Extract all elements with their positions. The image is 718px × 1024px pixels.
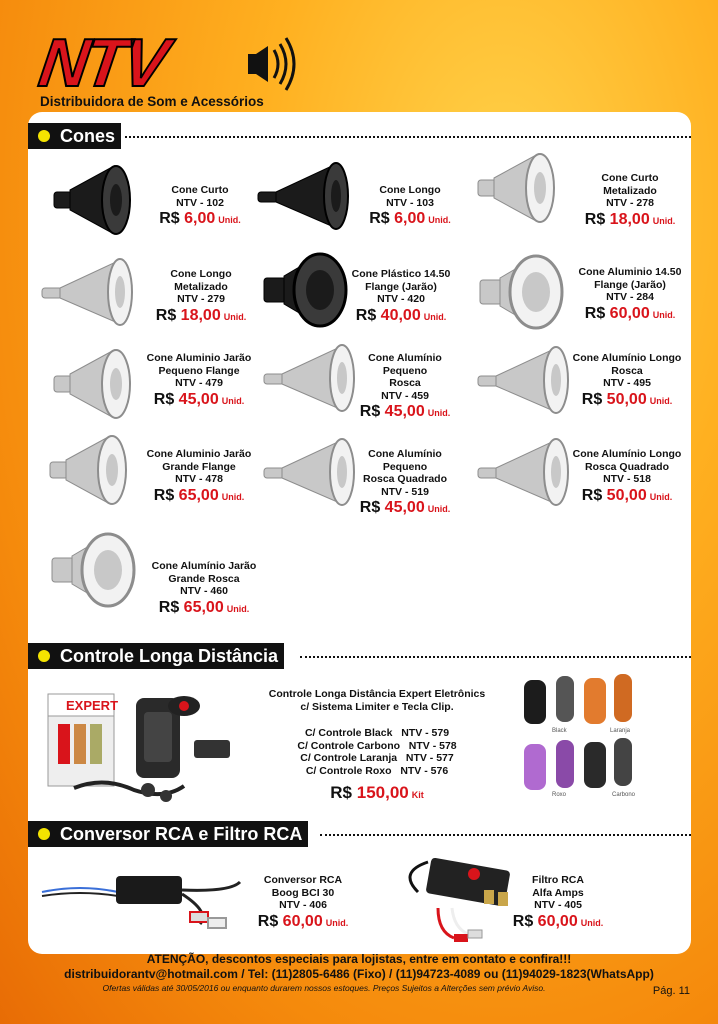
price-unit: Unid. (652, 215, 676, 226)
cone-product (346, 268, 456, 327)
product-code: NTV - 478 (175, 473, 223, 485)
section-header-controle (28, 643, 284, 669)
brand-logo (34, 25, 298, 112)
cone-product (570, 448, 684, 507)
product-price (148, 306, 254, 327)
cone-product (148, 268, 254, 327)
product-code: NTV - 284 (606, 291, 654, 303)
price-value: 150,00 (356, 783, 409, 802)
product-name: Cone Aluminio Jarão Grande Flange (146, 448, 252, 473)
cone-image (262, 250, 352, 335)
product-code: NTV - 518 (603, 473, 651, 485)
price-value: 45,00 (384, 403, 425, 420)
divider (320, 834, 691, 836)
price-currency: R$ (584, 304, 606, 322)
product-name: Cone Curto Metalizado (601, 172, 659, 197)
product-price (142, 390, 256, 411)
cone-product (142, 352, 256, 411)
product-code: NTV - 420 (377, 293, 425, 305)
conversor-image (40, 862, 250, 932)
product-price (570, 390, 684, 411)
cone-image (476, 340, 576, 425)
product-price (348, 402, 462, 423)
remote-label: Black (552, 728, 567, 734)
cone-image (52, 344, 142, 429)
product-code: NTV - 406 (279, 899, 327, 911)
price-currency: R$ (158, 598, 180, 616)
price-value: 40,00 (380, 306, 421, 324)
price-currency: R$ (581, 390, 603, 408)
conversor-product (506, 874, 610, 933)
product-price (252, 912, 354, 933)
price-unit: Unid. (218, 215, 241, 225)
section-title: Cones (60, 126, 116, 146)
cone-product (348, 448, 462, 519)
product-code: NTV - 279 (177, 293, 225, 305)
bullet-icon (38, 130, 50, 142)
cone-image (50, 530, 140, 615)
remotes-image (518, 670, 643, 800)
price-value: 60,00 (537, 912, 578, 930)
product-code: NTV - 278 (606, 197, 654, 209)
cone-product (582, 172, 678, 231)
product-name: Cone Alumínio Jarão Grande Rosca (151, 560, 257, 585)
price-value: 60,00 (609, 304, 650, 322)
price-value: 18,00 (180, 306, 221, 324)
cone-image (478, 252, 568, 337)
price-currency: R$ (153, 390, 175, 408)
price-currency: R$ (257, 912, 279, 930)
page-number: Pág. 11 (652, 985, 690, 997)
divider (125, 136, 691, 138)
product-code: NTV - 102 (176, 196, 224, 209)
price-currency: R$ (355, 306, 377, 324)
price-unit: Unid. (427, 408, 451, 418)
price-currency: R$ (512, 912, 534, 930)
remote-label: Laranja (610, 728, 631, 734)
cone-image (262, 432, 362, 517)
product-name: Cone Aluminio 14.50 Flange (Jarão) (578, 266, 682, 291)
price-unit: Unid. (226, 603, 250, 614)
price-currency: R$ (584, 210, 606, 228)
price-currency: R$ (153, 486, 175, 504)
price-value: 6,00 (184, 210, 216, 227)
cone-product (348, 352, 462, 423)
section-title: Controle Longa Distância (60, 646, 279, 666)
controle-option: C/ Controle Carbono NTV - 578 (297, 739, 457, 752)
product-name: Cone Alumínio Longo Rosca (572, 352, 682, 377)
controle-option: C/ Controle Black NTV - 579 (304, 727, 450, 739)
product-code: NTV - 495 (603, 377, 651, 389)
cone-product (142, 448, 256, 507)
cone-product (150, 184, 250, 230)
cone-image (476, 148, 566, 233)
controle-title: Controle Longa Distância Expert Eletrônics c/ Sistema Limiter e Tecla Clip. (268, 688, 486, 713)
price-currency: R$ (330, 783, 352, 802)
product-name: Cone Curto (171, 184, 229, 196)
price-value: 65,00 (178, 486, 219, 504)
product-code: NTV - 479 (175, 377, 223, 389)
product-code: NTV - 405 (534, 899, 582, 911)
price-value: 50,00 (606, 486, 647, 504)
price-unit: Unid. (221, 491, 245, 502)
product-name: Cone Plástico 14.50 Flange (Jarão) (351, 268, 451, 293)
brand-tagline: Distribuidora de Som e Acessórios (40, 94, 264, 109)
remote-label: Carbono (612, 792, 636, 798)
product-code: NTV - 103 (386, 196, 434, 209)
remote-label: Roxo (552, 792, 567, 798)
price-currency: R$ (359, 403, 381, 420)
cone-image (48, 430, 138, 515)
price-value: 45,00 (178, 390, 219, 408)
price-currency: R$ (581, 486, 603, 504)
speaker-icon (228, 32, 298, 92)
price-unit: Unid. (223, 311, 247, 322)
product-price (146, 598, 262, 619)
price-value: 18,00 (609, 210, 650, 228)
section-header-conversor (28, 821, 308, 847)
product-name: Cone Aluminio Jarão Pequeno Flange (146, 352, 252, 377)
cone-product (574, 266, 686, 325)
product-name: Cone Alumínio Pequeno Rosca Quadrado (362, 448, 448, 485)
product-code: NTV - 460 (180, 585, 228, 597)
price-value: 6,00 (394, 210, 426, 227)
product-name: Cone Longo Metalizado (170, 268, 232, 293)
price-unit: Unid. (649, 491, 673, 502)
controle-kit-image (44, 676, 254, 806)
cone-image (52, 160, 142, 245)
price-value: 45,00 (384, 499, 425, 516)
bullet-icon (38, 828, 50, 840)
conversor-product (252, 874, 354, 933)
price-unit: Unid. (652, 309, 676, 320)
section-header-cones (28, 123, 121, 149)
product-price (574, 304, 686, 325)
price-value: 60,00 (282, 912, 323, 930)
controle-price (262, 783, 492, 805)
brand-name: NTV (34, 25, 170, 101)
product-price (150, 209, 250, 230)
product-price (142, 486, 256, 507)
controle-option: C/ Controle Laranja NTV - 577 (300, 752, 454, 764)
bullet-icon (38, 650, 50, 662)
product-price (346, 306, 456, 327)
product-price (506, 912, 610, 933)
product-code: NTV - 459 (381, 389, 429, 402)
divider (300, 656, 691, 658)
price-unit: Unid. (580, 917, 604, 928)
price-unit: Kit (411, 790, 424, 800)
price-unit: Unid. (428, 215, 451, 225)
cone-image (476, 432, 576, 517)
product-code: NTV - 519 (381, 485, 429, 498)
price-currency: R$ (369, 210, 390, 227)
product-name: Cone Longo (379, 184, 441, 196)
footer-contact: distribuidorantv@hotmail.com / Tel: (11)2805-6486 (Fixo) / (11)94723-4089 ou (11)94029-1823(WhatsApp) (64, 967, 654, 981)
product-name: Cone Alumínio Longo Rosca Quadrado (572, 448, 682, 473)
price-unit: Unid. (649, 395, 673, 406)
product-price (360, 209, 460, 230)
price-currency: R$ (359, 499, 381, 516)
price-unit: Unid. (423, 311, 447, 322)
price-value: 65,00 (183, 598, 224, 616)
product-price (570, 486, 684, 507)
price-currency: R$ (159, 210, 180, 227)
price-currency: R$ (155, 306, 177, 324)
product-price (348, 498, 462, 519)
section-title: Conversor RCA e Filtro RCA (60, 824, 303, 844)
box-label: EXPERT (66, 698, 119, 713)
footer (0, 952, 718, 994)
cone-product (146, 560, 262, 619)
product-name: Conversor RCA Boog BCI 30 (263, 874, 343, 899)
price-value: 50,00 (606, 390, 647, 408)
cone-image (256, 156, 356, 241)
product-price (582, 210, 678, 231)
controle-description (262, 688, 492, 805)
product-name: Filtro RCA Alfa Amps (532, 874, 584, 899)
controle-option: C/ Controle Roxo NTV - 576 (305, 764, 449, 777)
price-unit: Unid. (221, 395, 245, 406)
price-unit: Unid. (325, 917, 349, 928)
cone-product (360, 184, 460, 230)
footer-notice: ATENÇÃO, descontos especiais para lojistas, entre em contato e confira!!! (146, 952, 572, 966)
cone-product (570, 352, 684, 411)
price-unit: Unid. (427, 504, 451, 514)
cone-image (40, 252, 140, 337)
footer-disclaimer: Ofertas válidas até 30/05/2016 ou enquanto durarem nossos estoques. Preços Sujeitos a Alterções sem prévio Aviso. (102, 983, 546, 993)
cone-image (262, 338, 362, 423)
product-name: Cone Alumínio Pequeno Rosca (368, 352, 442, 389)
